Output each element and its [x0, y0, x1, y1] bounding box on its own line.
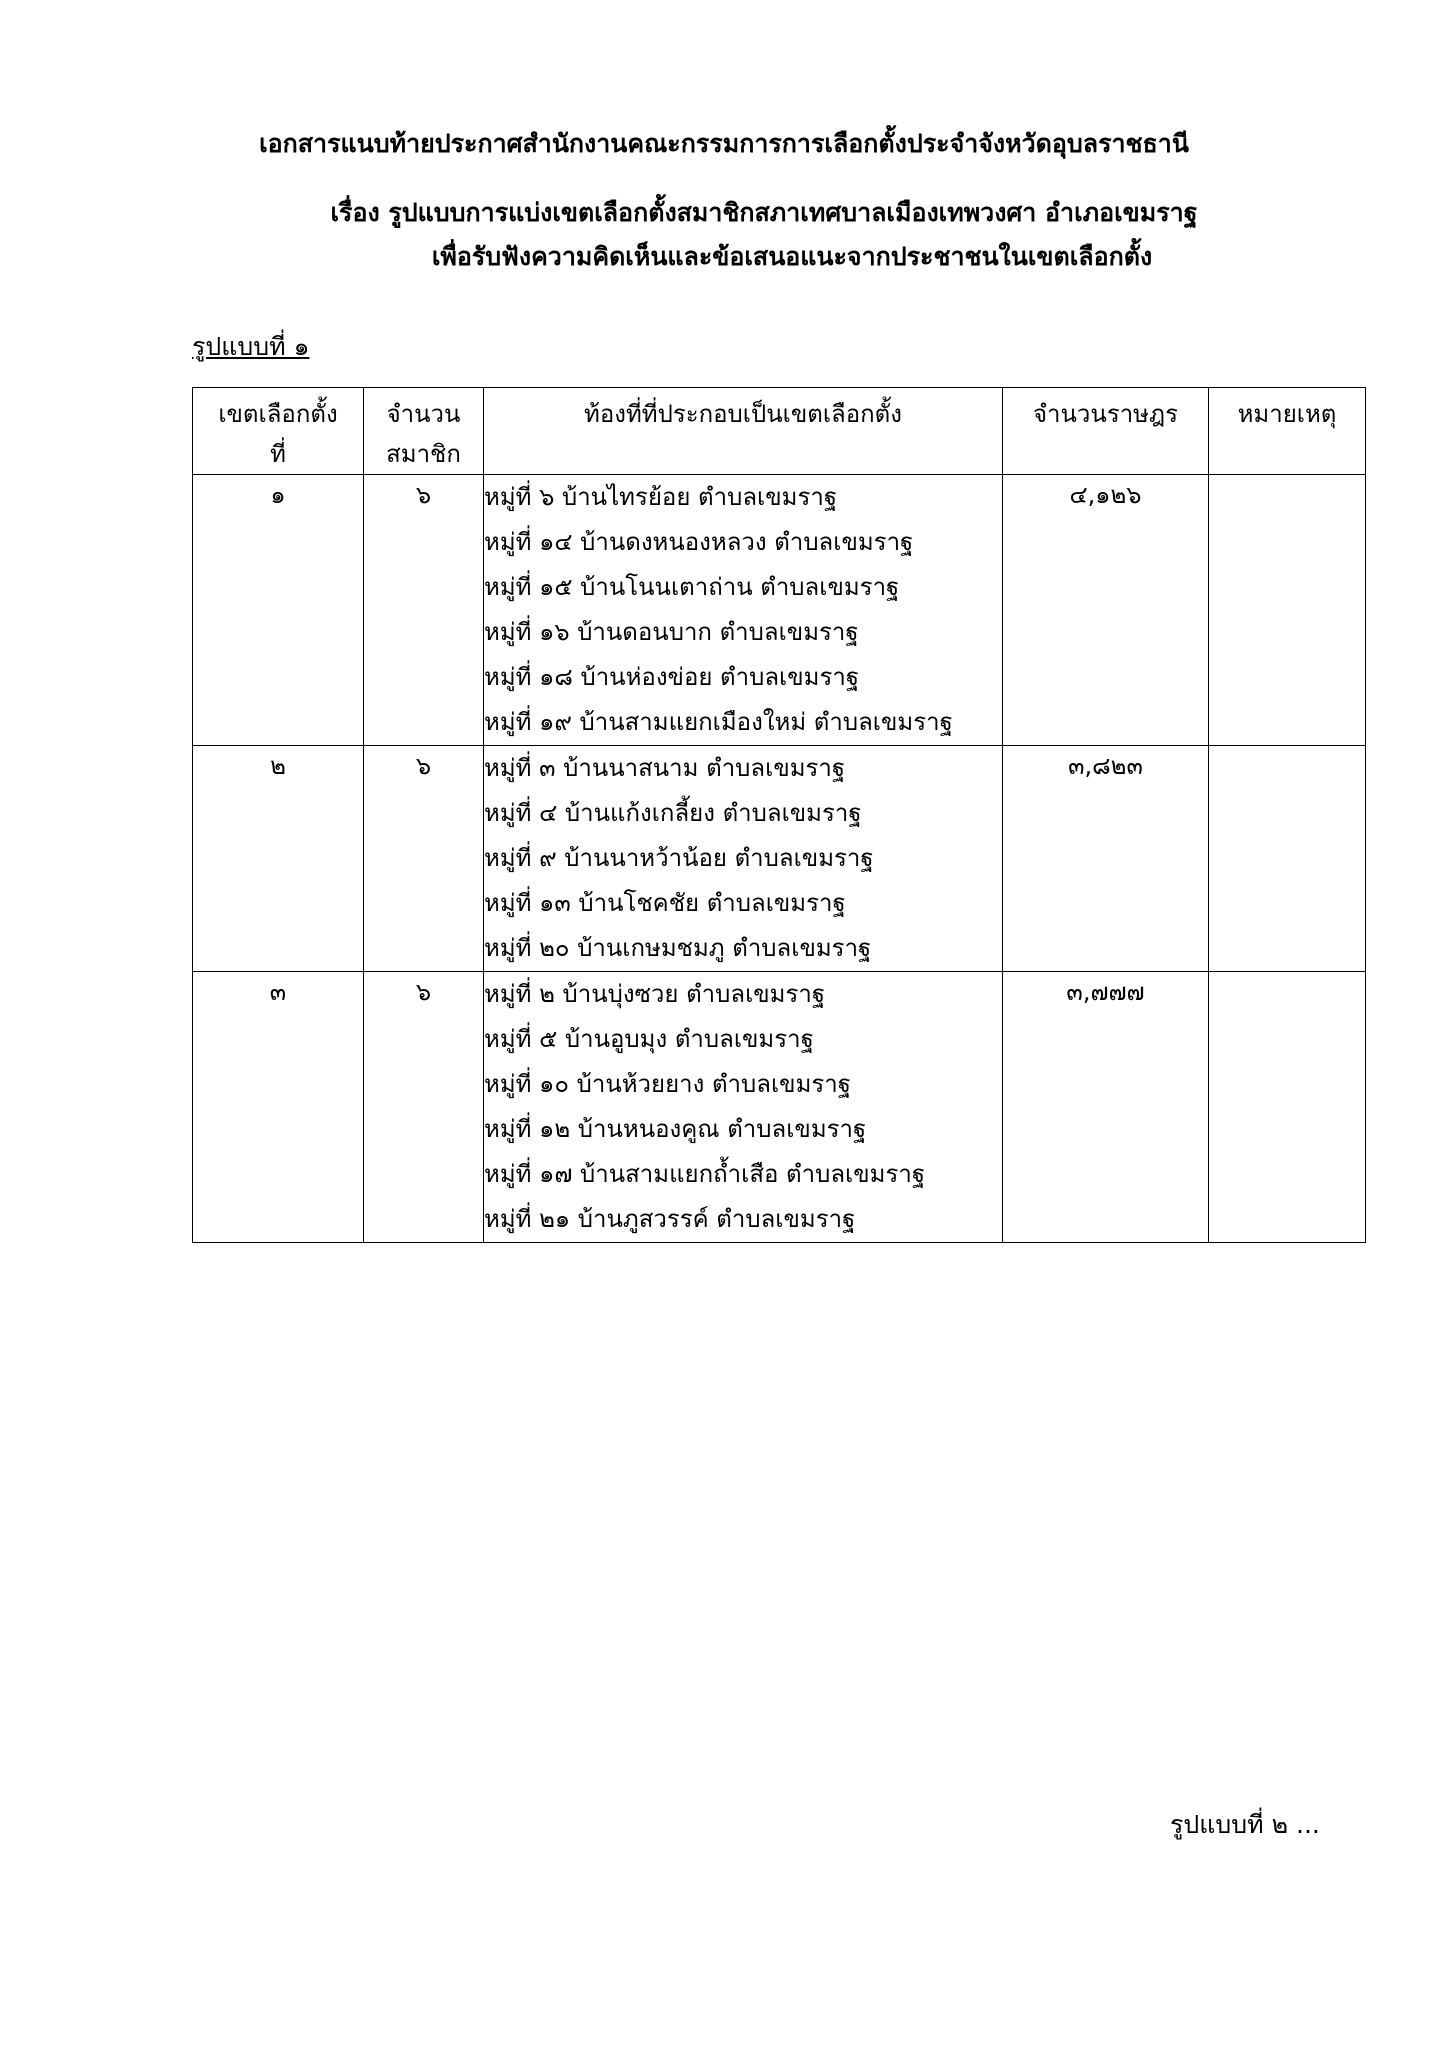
population-cell: ๔,๑๒๖ — [1003, 475, 1209, 746]
member-count-cell: ๖ — [364, 746, 484, 972]
document-title-line3: เพื่อรับฟังความคิดเห็นและข้อเสนอแนะจากประชาชนในเขตเลือกตั้ง — [431, 242, 1153, 271]
village-entry: หมู่ที่ ๑๘ บ้านห่องข่อย ตำบลเขมราฐ — [484, 663, 860, 691]
population-cell: ๓,๗๗๗ — [1003, 972, 1209, 1243]
header-remarks: หมายเหตุ — [1209, 388, 1366, 475]
village-entry: หมู่ที่ ๑๒ บ้านหนองคูณ ตำบลเขมราฐ — [484, 1115, 867, 1143]
header-members — [364, 388, 484, 475]
village-entry: หมู่ที่ ๑๓ บ้านโชคชัย ตำบลเขมราฐ — [484, 889, 846, 917]
table-row — [193, 746, 1366, 972]
district-number-cell: ๒ — [193, 746, 364, 972]
member-count-cell: ๖ — [364, 475, 484, 746]
next-page-reference: รูปแบบที่ ๒ ... — [1170, 1810, 1320, 1839]
table-row — [193, 972, 1366, 1243]
remarks-cell — [1209, 475, 1366, 746]
table-header-row — [193, 388, 1366, 475]
header-district — [193, 388, 364, 475]
village-entry: หมู่ที่ ๑๙ บ้านสามแยกเมืองใหม่ ตำบลเขมราฐ — [484, 708, 953, 736]
form-label: รูปแบบที่ ๑ — [192, 332, 310, 361]
table-body — [193, 475, 1366, 1243]
village-entry: หมู่ที่ ๙ บ้านนาหว้าน้อย ตำบลเขมราฐ — [484, 844, 874, 872]
village-entry: หมู่ที่ ๒๑ บ้านภูสวรรค์ ตำบลเขมราฐ — [484, 1205, 856, 1233]
village-entry: หมู่ที่ ๑๗ บ้านสามแยกถ้ำเสือ ตำบลเขมราฐ — [484, 1160, 926, 1188]
village-entry: หมู่ที่ ๓ บ้านนาสนาม ตำบลเขมราฐ — [484, 754, 846, 782]
village-entry: หมู่ที่ ๔ บ้านแก้งเกลี้ยง ตำบลเขมราฐ — [484, 799, 862, 827]
village-list-cell — [484, 475, 1003, 746]
header-members-line1: จำนวน — [386, 400, 461, 428]
village-entry: หมู่ที่ ๒ บ้านบุ่งซวย ตำบลเขมราฐ — [484, 980, 826, 1008]
header-district-line1: เขตเลือกตั้ง — [218, 400, 338, 428]
village-entry: หมู่ที่ ๒๐ บ้านเกษมชมภู ตำบลเขมราฐ — [484, 934, 872, 962]
population-cell: ๓,๘๒๓ — [1003, 746, 1209, 972]
table-row — [193, 475, 1366, 746]
district-number-cell: ๓ — [193, 972, 364, 1243]
header-members-line2: สมาชิก — [386, 440, 461, 468]
village-entry: หมู่ที่ ๑๖ บ้านดอนบาก ตำบลเขมราฐ — [484, 618, 859, 646]
districts-table — [192, 387, 1366, 1243]
document-title-line1: เอกสารแนบท้ายประกาศสำนักงานคณะกรรมการการเลือกตั้งประจำจังหวัดอุบลราชธานี — [259, 129, 1189, 158]
village-entry: หมู่ที่ ๑๐ บ้านห้วยยาง ตำบลเขมราฐ — [484, 1070, 852, 1098]
village-entry: หมู่ที่ ๖ บ้านไทรย้อย ตำบลเขมราฐ — [484, 483, 838, 511]
header-district-line2: ที่ — [270, 440, 286, 468]
remarks-cell — [1209, 746, 1366, 972]
header-areas: ท้องที่ที่ประกอบเป็นเขตเลือกตั้ง — [484, 388, 1003, 475]
district-number-cell: ๑ — [193, 475, 364, 746]
village-list-cell — [484, 972, 1003, 1243]
village-entry: หมู่ที่ ๑๔ บ้านดงหนองหลวง ตำบลเขมราฐ — [484, 528, 914, 556]
village-entry: หมู่ที่ ๕ บ้านอูบมุง ตำบลเขมราฐ — [484, 1025, 814, 1053]
village-entry: หมู่ที่ ๑๕ บ้านโนนเตาถ่าน ตำบลเขมราฐ — [484, 573, 900, 601]
village-list-cell — [484, 746, 1003, 972]
remarks-cell — [1209, 972, 1366, 1243]
member-count-cell: ๖ — [364, 972, 484, 1243]
header-population: จำนวนราษฎร — [1003, 388, 1209, 475]
document-title-line2: เรื่อง รูปแบบการแบ่งเขตเลือกตั้งสมาชิกสภาเทศบาลเมืองเทพวงศา อำเภอเขมราฐ — [330, 198, 1198, 227]
